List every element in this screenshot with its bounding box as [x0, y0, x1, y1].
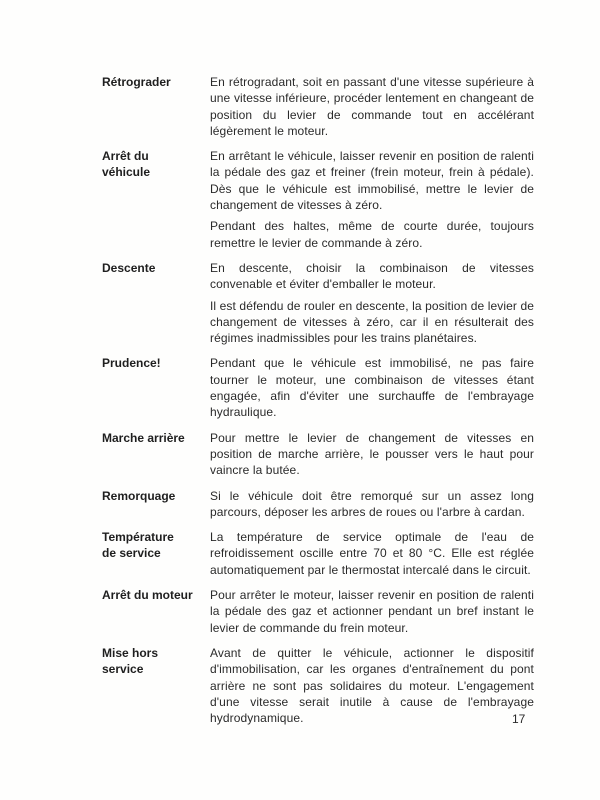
entry-temperature-service: [102, 529, 534, 578]
entry-retrograder: [102, 74, 534, 139]
entry-paragraph: Pour mettre le levier de changement de vitesses en position de marche arrière, le pousser vers le haut pour vaincre la butée.: [210, 430, 534, 478]
entry-body: [210, 74, 534, 139]
entry-paragraph: En arrêtant le véhicule, laisser revenir en position de ralenti la pédale des gaz et freiner (frein moteur, frein à pédale). Dès que le véhicule est immobilisé, mettre le levier de changement de vitesses à zéro.: [210, 149, 534, 213]
entry-term: Remorquage: [102, 488, 176, 503]
entry-prudence: [102, 355, 534, 420]
entry-term: Arrêt du véhicule: [102, 149, 151, 180]
entry-term: Descente: [102, 260, 156, 275]
entry-paragraph: Il est défendu de rouler en descente, la position de levier de changement de vitesses à zéro, car il en résulterait des régimes inadmissibles pour les trains planétaires.: [210, 298, 534, 346]
entry-body: [210, 488, 534, 521]
page-number: 17: [512, 712, 526, 726]
entry-descente: [102, 260, 534, 346]
entry-remorquage: [102, 488, 534, 521]
entry-term: Marche arrière: [102, 430, 185, 445]
entry-marche-arriere: [102, 430, 534, 479]
entry-body: [210, 148, 534, 251]
entry-body: [210, 355, 534, 420]
entry-term: Température de service: [102, 530, 174, 561]
entry-body: [210, 645, 534, 726]
entry-term: Mise hors service: [102, 645, 159, 676]
entry-paragraph: Pour arrêter le moteur, laisser revenir en position de ralenti la pédale des gaz et actionner pendant un bref instant le levier de commande du frein moteur.: [210, 588, 534, 635]
entry-paragraph: La température de service optimale de l'eau de refroidissement oscille entre 70 et 80 °C. Elle est réglée automatiquement par le thermostat intercalé dans le circuit.: [210, 530, 534, 577]
entry-body: [210, 260, 534, 346]
entry-body: [210, 529, 534, 578]
entry-paragraph: En descente, choisir la combinaison de vitesses convenable et éviter d'emballer le moteur.: [210, 260, 534, 292]
entry-term: Rétrograder: [102, 75, 171, 89]
entry-term: Arrêt du moteur: [102, 588, 193, 603]
entry-paragraph: Si le véhicule doit être remorqué sur un assez long parcours, déposer les arbres de roues ou l'arbre à cardan.: [210, 488, 534, 519]
entry-mise-hors-service: [102, 645, 534, 726]
entry-paragraph: En rétrogradant, soit en passant d'une vitesse supérieure à une vitesse inférieure, procéder lentement en changeant de position du levier de commande tout en accélérant légèrement le moteur.: [210, 75, 534, 138]
entry-arret-moteur: [102, 587, 534, 636]
entry-paragraph: Pendant des haltes, même de courte durée, toujours remettre le levier de commande à zéro.: [210, 219, 534, 250]
entry-body: [210, 430, 534, 479]
instructions-list: [102, 74, 534, 735]
entry-body: [210, 587, 534, 636]
entry-term: Prudence!: [102, 356, 161, 371]
entry-arret-vehicule: [102, 148, 534, 251]
entry-paragraph: Avant de quitter le véhicule, actionner le dispositif d'immobilisation, car les organes d'entraînement du pont arrière ne sont pas solidaires du moteur. L'engagement d'une vitesse serait inutile à cause de l'embrayage hydrodynamique.: [210, 645, 534, 726]
entry-paragraph: Pendant que le véhicule est immobilisé, ne pas faire tourner le moteur, une combinaison de vitesses étant engagée, afin d'éviter une surchauffe de l'embrayage hydraulique.: [210, 356, 534, 420]
